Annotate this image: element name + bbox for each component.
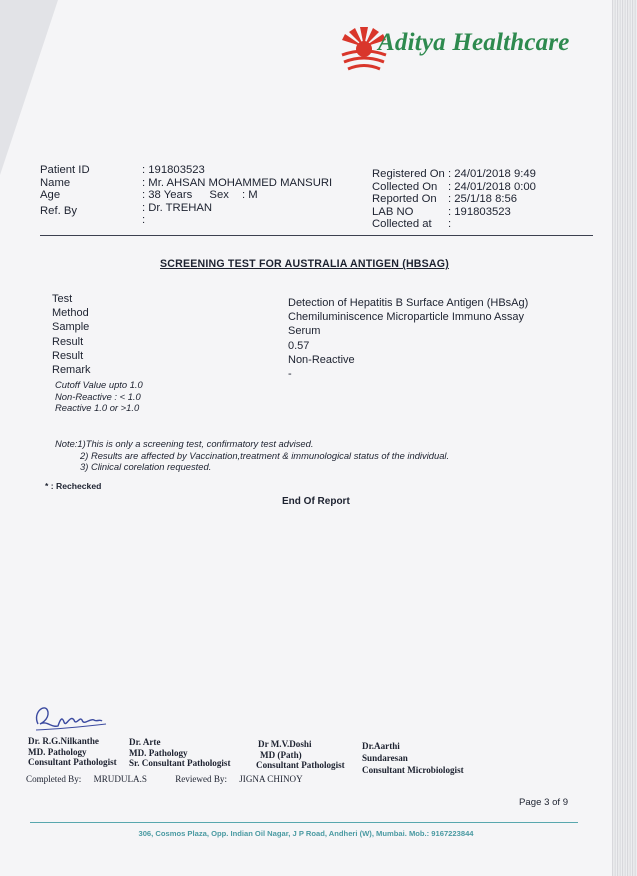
signatory-4 bbox=[362, 740, 464, 776]
signatory-degree: Sundaresan bbox=[362, 753, 408, 763]
ref-by-value: : Dr. TREHAN bbox=[142, 201, 213, 214]
registered-on-label: Registered On bbox=[372, 168, 445, 180]
sex-value: : M bbox=[242, 189, 258, 201]
completed-by-value: MRUDULA.S bbox=[93, 774, 147, 784]
end-of-report: End Of Report bbox=[282, 496, 350, 507]
test-title: SCREENING TEST FOR AUSTRALIA ANTIGEN (HBSAG) bbox=[160, 258, 449, 270]
handwritten-signature bbox=[30, 702, 110, 734]
reviewed-by-value: JIGNA CHINOY bbox=[239, 774, 303, 784]
registration-labels bbox=[372, 168, 445, 231]
brand-logo bbox=[340, 25, 590, 75]
cutoff-line: Cutoff Value upto 1.0 bbox=[55, 379, 143, 390]
page-number: Page 3 of 9 bbox=[519, 797, 569, 808]
completion-row bbox=[26, 774, 303, 785]
age-value: : 38 Years bbox=[142, 189, 193, 201]
registered-on-value: : 24/01/2018 9:49 bbox=[448, 168, 536, 180]
note-line: 2) Results are affected by Vaccination,treatment & immunological status of the individual. bbox=[80, 449, 450, 461]
sample-value: Serum bbox=[288, 325, 321, 338]
lab-no-value: : 191803523 bbox=[448, 205, 511, 218]
notes bbox=[55, 438, 449, 473]
patient-id-value: : 191803523 bbox=[142, 164, 205, 176]
collected-on-label: Collected On bbox=[372, 180, 438, 193]
age-sex-row bbox=[142, 189, 332, 202]
cutoff-reference bbox=[55, 379, 143, 414]
blank-field: : bbox=[142, 214, 146, 226]
sex-label: Sex bbox=[209, 189, 229, 201]
signatory-title: Sr. Consultant Pathologist bbox=[129, 758, 231, 769]
reported-on-value: : 25/1/18 8:56 bbox=[448, 193, 518, 205]
registration-values bbox=[448, 168, 536, 231]
method-value: Chemiluminiscence Microparticle Immuno Assay bbox=[288, 311, 524, 324]
result-interpretation-value: Non-Reactive bbox=[288, 353, 355, 366]
reviewed-by-label: Reviewed By: bbox=[175, 774, 227, 784]
patient-name-value: : Mr. AHSAN MOHAMMED MANSURI bbox=[142, 176, 333, 189]
test-value: Detection of Hepatitis B Surface Antigen (HBsAg) bbox=[288, 297, 529, 309]
test-label: Test bbox=[52, 293, 73, 305]
cutoff-line: Non-Reactive : < 1.0 bbox=[55, 390, 141, 402]
signatory-name: Dr. R.G.Nilkanthe bbox=[28, 736, 99, 746]
patient-values bbox=[142, 164, 332, 227]
reported-on-label: Reported On bbox=[372, 193, 437, 205]
note-line: 3) Clinical corelation requested. bbox=[80, 461, 212, 472]
brand-name: Aditya Healthcare bbox=[378, 29, 570, 56]
signatory-name: Dr.Aarthi bbox=[362, 741, 400, 751]
signatory-1 bbox=[28, 736, 117, 768]
signatory-title: Consultant Pathologist bbox=[28, 757, 117, 768]
rechecked-legend: * : Rechecked bbox=[45, 481, 102, 491]
folded-corner bbox=[0, 0, 58, 175]
cutoff-line: Reactive 1.0 or >1.0 bbox=[55, 402, 140, 413]
signatory-title: Consultant Pathologist bbox=[256, 760, 345, 771]
completed-by-label: Completed By: bbox=[26, 774, 82, 784]
collected-at-label: Collected at bbox=[372, 218, 432, 230]
result-interpretation-label: Result bbox=[52, 349, 84, 362]
remark-value: - bbox=[288, 368, 292, 381]
note-line: Note:1)This is only a screening test, confirmatory test advised. bbox=[55, 438, 314, 449]
signatory-name: Dr. Arte bbox=[129, 737, 161, 747]
collected-on-value: : 24/01/2018 0:00 bbox=[448, 180, 536, 193]
collected-at-value: : bbox=[448, 218, 452, 230]
ref-by-label: Ref. By bbox=[40, 204, 78, 217]
sample-label: Sample bbox=[52, 321, 90, 334]
footer-address: 306, Cosmos Plaza, Opp. Indian Oil Nagar, J P Road, Andheri (W), Mumbai. Mob.: 9167223844 bbox=[138, 829, 474, 838]
result-value: 0.57 bbox=[288, 339, 310, 352]
stacked-page-edges bbox=[612, 0, 637, 876]
age-label: Age bbox=[40, 189, 61, 201]
footer-divider bbox=[30, 822, 578, 823]
patient-labels bbox=[40, 164, 90, 217]
header-divider bbox=[40, 235, 593, 236]
signatory-degree: MD. Pathology bbox=[28, 746, 87, 757]
test-values bbox=[288, 296, 528, 381]
signatory-degree: MD (Path) bbox=[260, 749, 302, 760]
signatory-title: Consultant Microbiologist bbox=[362, 765, 464, 775]
name-label: Name bbox=[40, 176, 71, 189]
method-label: Method bbox=[52, 307, 89, 320]
signatory-3 bbox=[256, 739, 345, 771]
remark-label: Remark bbox=[52, 364, 91, 377]
signatory-2 bbox=[129, 737, 230, 769]
lab-no-label: LAB NO bbox=[372, 205, 414, 218]
result-label: Result bbox=[52, 335, 84, 348]
patient-id-label: Patient ID bbox=[40, 164, 90, 176]
signatory-degree: MD. Pathology bbox=[129, 747, 188, 758]
signatory-name: Dr M.V.Doshi bbox=[258, 739, 312, 749]
test-labels bbox=[52, 292, 91, 377]
